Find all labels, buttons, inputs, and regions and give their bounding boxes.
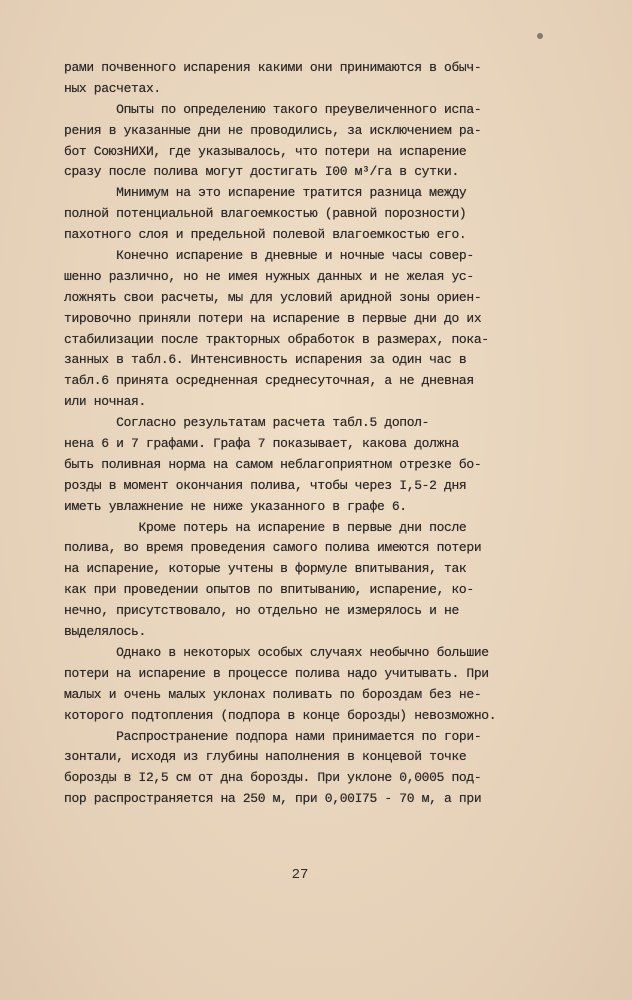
text-line: Согласно результатам расчета табл.5 допол- bbox=[64, 415, 430, 431]
text-line: рения в указанные дни не проводились, за исключением ра- bbox=[64, 122, 482, 138]
text-line: потери на испарение в процессе полива надо учитывать. При bbox=[64, 665, 489, 681]
text-line: занных в табл.6. Интенсивность испарения за один час в bbox=[64, 352, 467, 368]
text-line: нечно, присутствовало, но отдельно не измерялось и не bbox=[64, 603, 459, 619]
text-line: ных расчетах. bbox=[64, 80, 161, 96]
text-line: нена 6 и 7 графами. Графа 7 показывает, какова должна bbox=[64, 436, 459, 452]
text-line: быть поливная норма на самом неблагоприятном отрезке бо- bbox=[64, 456, 482, 472]
text-line: пахотного слоя и предельной полевой влагоемкостью его. bbox=[64, 227, 467, 243]
text-line: Однако в некоторых особых случаях необычно большие bbox=[64, 644, 489, 660]
text-line: тировочно приняли потери на испарение в первые дни до их bbox=[64, 310, 482, 326]
text-line: Конечно испарение в дневные и ночные часы совер- bbox=[64, 248, 474, 264]
text-line: шенно различно, но не имея нужных данных и не желая ус- bbox=[64, 268, 474, 284]
text-line: Опыты по определению такого преувеличенного испа- bbox=[64, 101, 482, 117]
text-line: полива, во время проведения самого полива имеются потери bbox=[64, 540, 482, 556]
text-line: на испарение, которые учтены в формуле впитывания, так bbox=[64, 561, 467, 577]
body-text bbox=[64, 58, 564, 810]
text-line: стабилизации после тракторных обработок в размерах, пока- bbox=[64, 331, 489, 347]
page-number: 27 bbox=[291, 867, 309, 883]
text-line: ложнять свои расчеты, мы для условий аридной зоны ориен- bbox=[64, 289, 482, 305]
text-line: сразу после полива могут достигать I00 м³/га в сутки. bbox=[64, 164, 459, 180]
text-line: табл.6 принята осредненная среднесуточная, а не дневная bbox=[64, 373, 474, 389]
text-line: полной потенциальной влагоемкостью (равной порозности) bbox=[64, 206, 467, 222]
text-line: зонтали, исходя из глубины наполнения в концевой точке bbox=[64, 749, 467, 765]
text-line: борозды в I2,5 см от дна борозды. При уклоне 0,0005 под- bbox=[64, 770, 482, 786]
text-line: или ночная. bbox=[64, 394, 146, 410]
text-line: Кроме потерь на испарение в первые дни после bbox=[64, 519, 467, 535]
text-line: пор распространяется на 250 м, при 0,00I75 - 70 м, а при bbox=[64, 791, 482, 807]
text-line: как при проведении опытов по впитыванию, испарение, ко- bbox=[64, 582, 474, 598]
text-line: розды в момент окончания полива, чтобы через I,5-2 дня bbox=[64, 477, 467, 493]
text-line: малых и очень малых уклонах поливать по бороздам без не- bbox=[64, 686, 482, 702]
text-line: иметь увлажнение не ниже указанного в графе 6. bbox=[64, 498, 407, 514]
ink-spot bbox=[537, 33, 543, 39]
text-line: выделялось. bbox=[64, 624, 146, 640]
text-line: которого подтопления (подпора в конце борозды) невозможно. bbox=[64, 707, 497, 723]
text-line: Минимум на это испарение тратится разница между bbox=[64, 185, 467, 201]
text-line: рами почвенного испарения какими они принимаются в обыч- bbox=[64, 60, 482, 75]
text-line: Распространение подпора нами принимается по гори- bbox=[64, 728, 482, 744]
text-line: бот СоюзНИХИ, где указывалось, что потери на испарение bbox=[64, 143, 467, 159]
